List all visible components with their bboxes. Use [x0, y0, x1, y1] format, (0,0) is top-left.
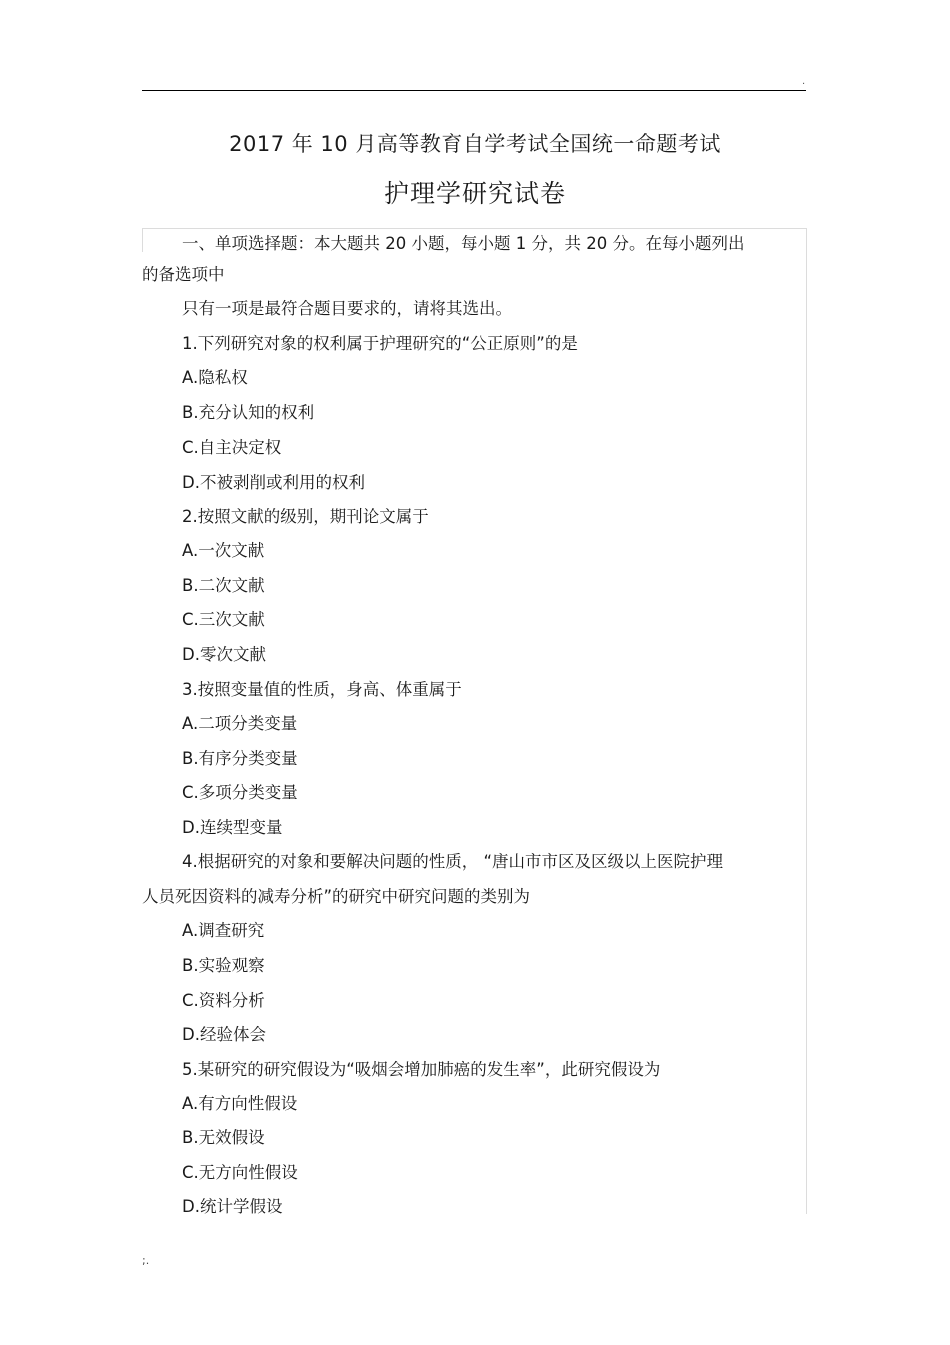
- option-a: A.隐私权: [182, 368, 248, 387]
- paper-title: 护理学研究试卷: [383, 179, 566, 208]
- option-b: B.二次文献: [182, 576, 265, 595]
- option-d: D.统计学假设: [182, 1197, 283, 1216]
- option-d: D.不被剥削或利用的权利: [182, 473, 365, 492]
- option-c: C.三次文献: [182, 610, 265, 629]
- question-stem: 4.根据研究的对象和要解决问题的性质， “唐山市市区及区级以上医院护理: [182, 852, 724, 871]
- frame-right-border: [806, 228, 807, 1214]
- option-c: C.自主决定权: [182, 438, 282, 457]
- option-a: A.二项分类变量: [182, 714, 298, 733]
- option-d: D.零次文献: [182, 645, 266, 664]
- option-c: C.资料分析: [182, 991, 265, 1010]
- exam-title: 2017 年 10 月高等教育自学考试全国统一命题考试: [229, 132, 721, 156]
- option-c: C.多项分类变量: [182, 783, 298, 802]
- question-stem-continued: 人员死因资料的减寿分析”的研究中研究问题的类别为: [142, 887, 531, 906]
- header-dot: .: [802, 76, 806, 87]
- footer-mark: ;.: [142, 1254, 150, 1267]
- option-b: B.实验观察: [182, 956, 265, 975]
- question-stem: 3.按照变量值的性质，身高、体重属于: [182, 680, 462, 699]
- option-c: C.无方向性假设: [182, 1163, 298, 1182]
- question-stem: 5.某研究的研究假设为“吸烟会增加肺癌的发生率”，此研究假设为: [182, 1060, 661, 1079]
- frame-left-border: [142, 228, 143, 252]
- option-d: D.经验体会: [182, 1025, 266, 1044]
- instructions-line-1: 一、单项选择题：本大题共 20 小题，每小题 1 分，共 20 分。在每小题列出: [182, 234, 745, 253]
- question-stem: 1.下列研究对象的权利属于护理研究的“公正原则”的是: [182, 334, 578, 353]
- instructions-line-2: 的备选项中: [142, 265, 225, 284]
- option-a: A.调查研究: [182, 921, 265, 940]
- option-d: D.连续型变量: [182, 818, 283, 837]
- instructions-line-3: 只有一项是最符合题目要求的，请将其选出。: [182, 299, 512, 318]
- option-a: A.有方向性假设: [182, 1094, 298, 1113]
- header-rule: [142, 90, 806, 91]
- option-a: A.一次文献: [182, 541, 265, 560]
- option-b: B.充分认知的权利: [182, 403, 315, 422]
- frame-top-border: [142, 228, 806, 229]
- option-b: B.无效假设: [182, 1128, 265, 1147]
- question-stem: 2.按照文献的级别，期刊论文属于: [182, 507, 429, 526]
- option-b: B.有序分类变量: [182, 749, 298, 768]
